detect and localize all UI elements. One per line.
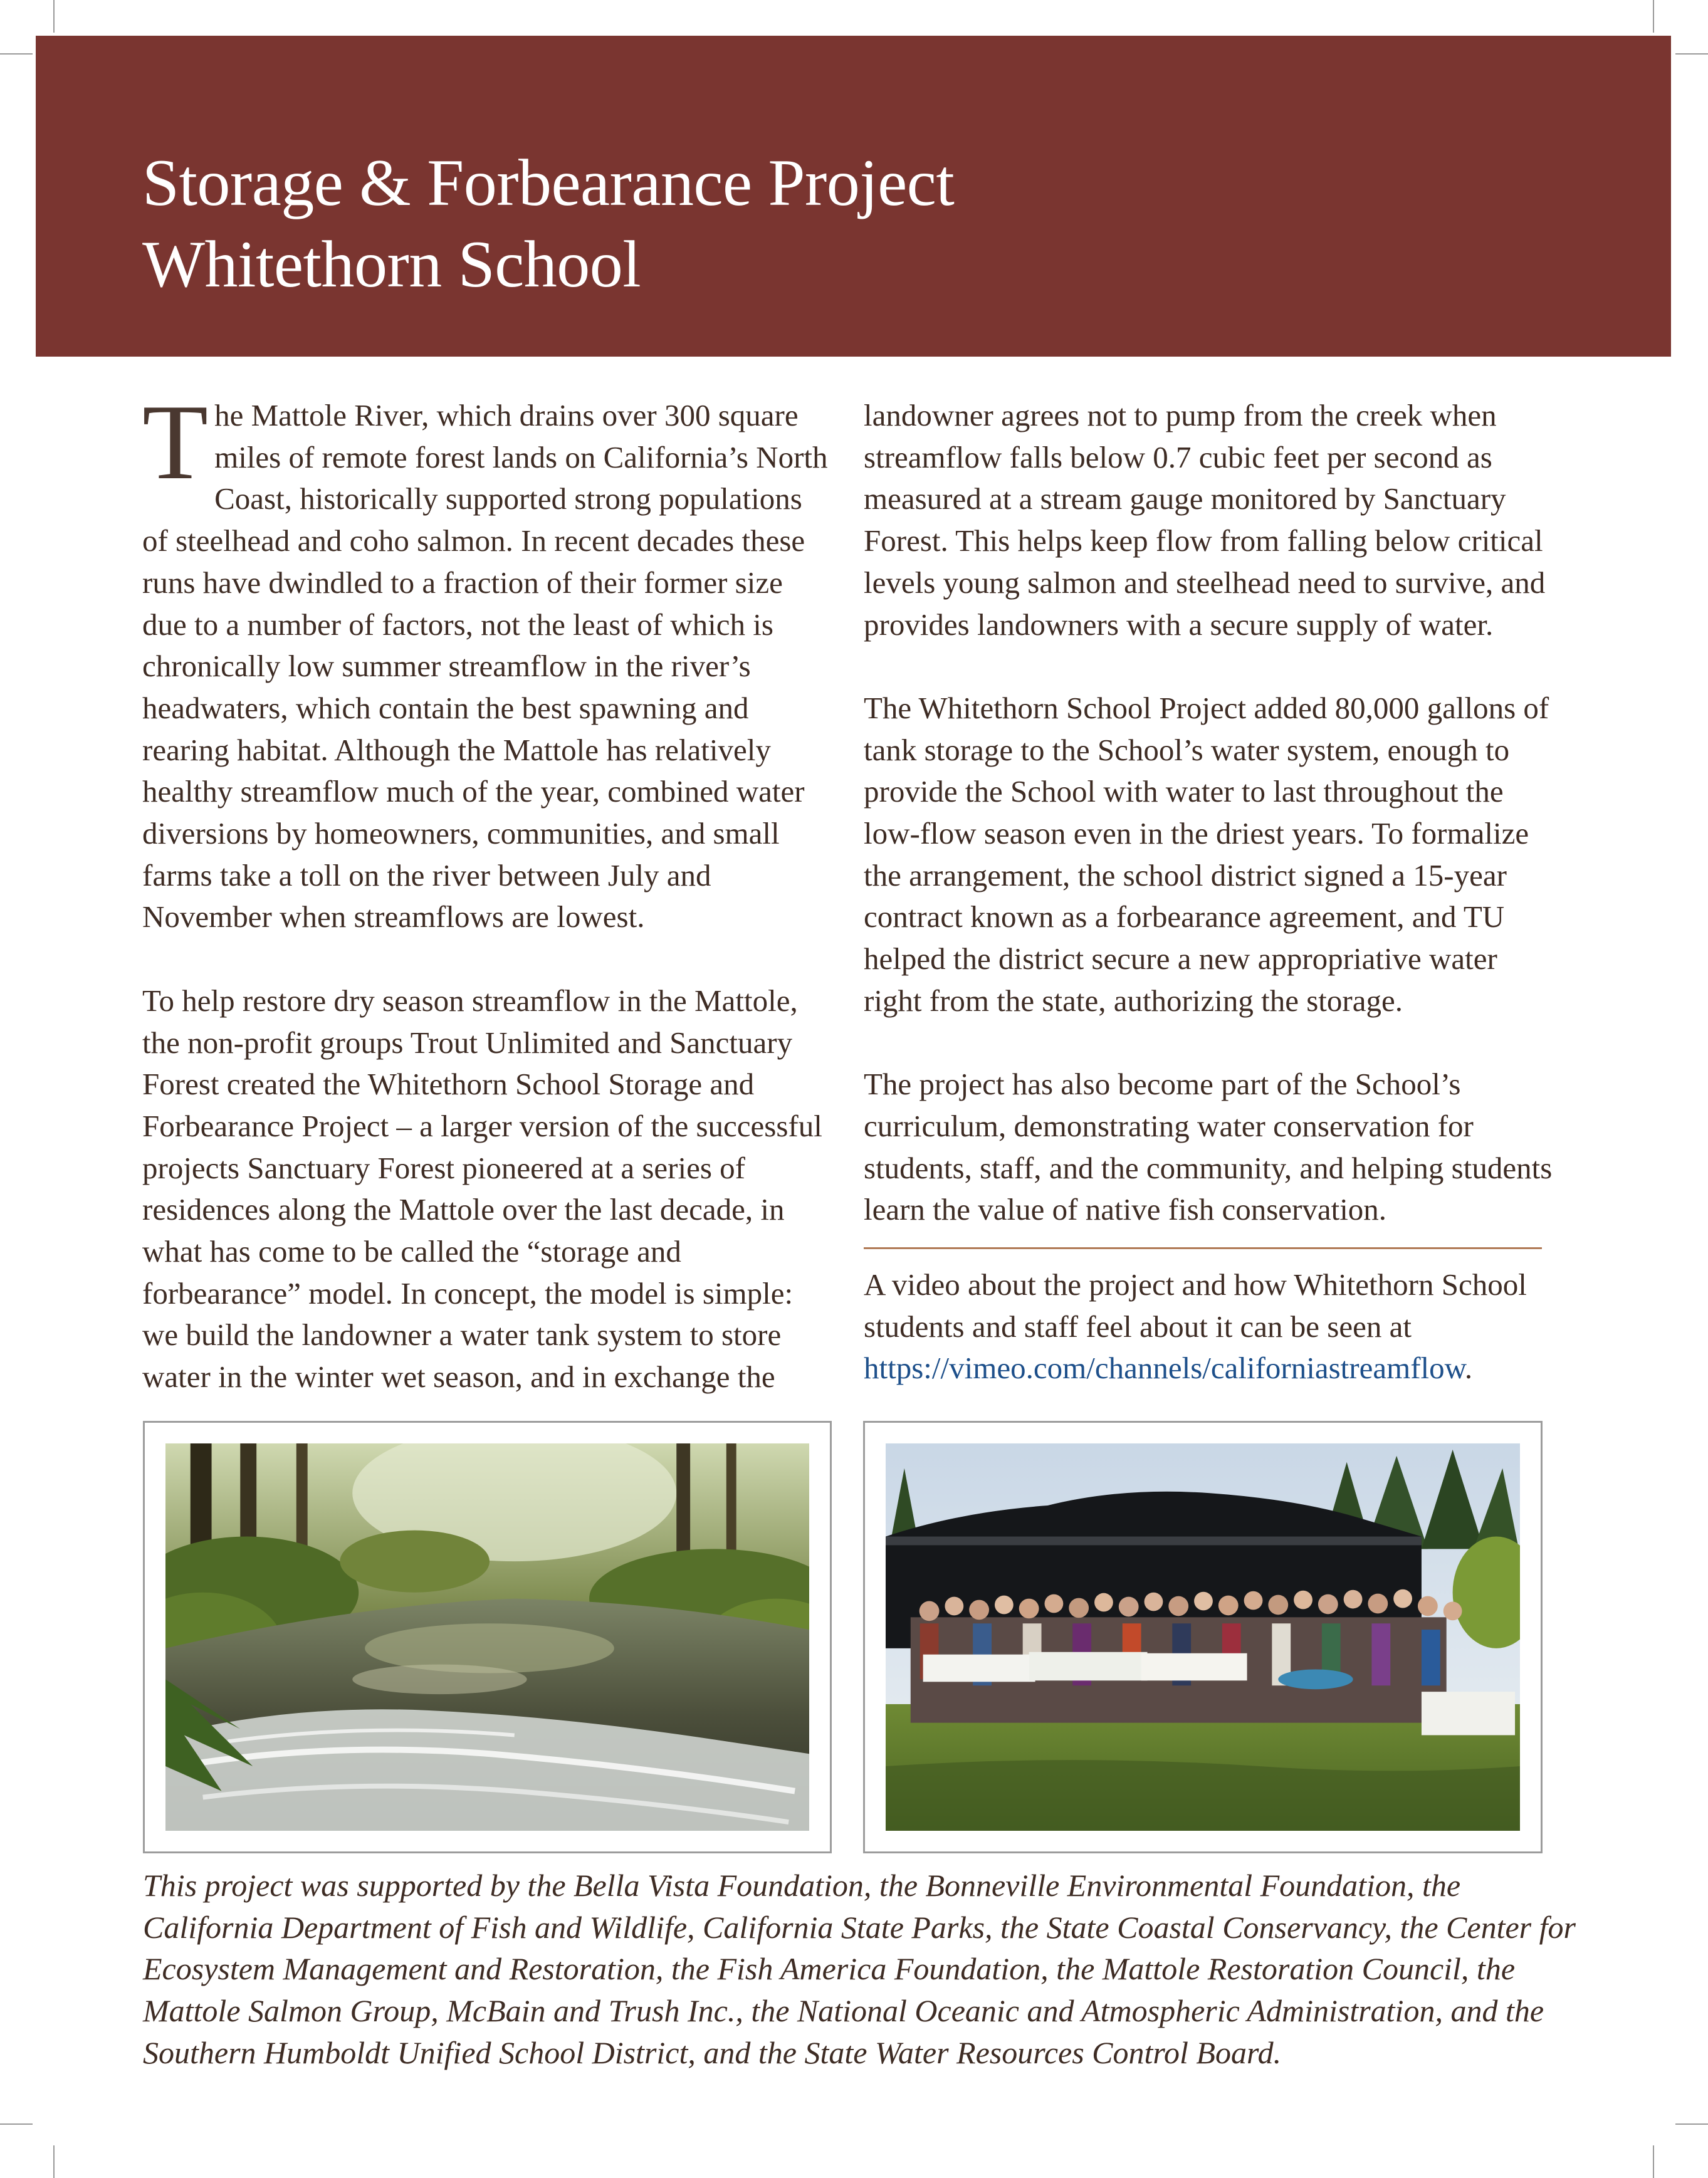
title-line-2: Whitethorn School: [142, 228, 641, 301]
school-group-photo: [886, 1443, 1520, 1831]
crop-mark-right-top: [1675, 53, 1708, 55]
river-photo: [165, 1443, 809, 1831]
paragraph-intro-text: he Mattole River, which drains over 300 square miles of remote forest lands on California’s North Coast, historically supported strong populations of steelhead and coho salmon. In recent decades these runs have dwindled to a fraction of their former size due to a number of factors, not the least of which is chronically low summer streamflow in the river’s headwaters, which contain the best spawning and rearing habitat. Although the Mattole has relatively healthy streamflow much of the year, combined water diversions by homeowners, communities, and small farms take a toll on the river between July and November when streamflows are lowest.: [142, 398, 828, 935]
video-link[interactable]: https://vimeo.com/channels/californiastreamflow: [864, 1351, 1465, 1386]
section-divider: [864, 1247, 1542, 1249]
title-line-1: Storage & Forbearance Project: [142, 146, 955, 219]
paragraph-landowner: landowner agrees not to pump from the creek when streamflow falls below 0.7 cubic feet per second as measured at a stream gauge monitored by Sanctuary Forest. This helps keep flow from falling below critical levels young salmon and steelhead need to survive, and provides landowners with a secure supply of water.: [864, 398, 1546, 642]
crop-mark-top-left: [53, 0, 55, 33]
crop-mark-left-top: [0, 53, 33, 55]
paragraph-restore: To help restore dry season streamflow in the Mattole, the non-profit groups Trout Unlimited and Sanctuary Forest created the Whitethorn School Storage and Forbearance Project – a larger version of the successful projects Sanctuary Forest pioneered at a series of residences along the Mattole over the last decade, in what has come to be called the “storage and forbearance” model. In concept, the model is simple: we build the landowner a water tank system to store water in the winter wet season, and in exchange the: [142, 983, 822, 1395]
crop-mark-right-bottom: [1675, 2123, 1708, 2125]
crop-mark-bottom-left: [53, 2145, 55, 2178]
article-column-left: [142, 383, 832, 1398]
video-text-end: .: [1464, 1351, 1473, 1386]
page-title: [142, 142, 954, 305]
article-column-right: [864, 395, 1553, 1390]
school-group-photo-frame: [863, 1421, 1543, 1853]
crop-mark-bottom-right: [1653, 2145, 1654, 2178]
paragraph-school-project: The Whitethorn School Project added 80,000 gallons of tank storage to the School’s water system, enough to provide the School with water to last throughout the low-flow season even in the driest years. To formalize the arrangement, the school district signed a 15-year contract known as a forbearance agreement, and TU helped the district secure a new appropriative water right from the state, authorizing the storage.: [864, 690, 1549, 1018]
crop-mark-top-right: [1653, 0, 1654, 33]
paragraph-curriculum: The project has also become part of the School’s curriculum, demonstrating water conservation for students, staff, and the community, and helping students learn the value of native fish conservation.: [864, 1067, 1553, 1227]
drop-cap: T: [142, 383, 209, 502]
crop-mark-left-bottom: [0, 2123, 33, 2125]
paragraph-intro: [142, 383, 832, 938]
funding-credits: This project was supported by the Bella Vista Foundation, the Bonneville Environmental Foundation, the California Department of Fish and Wildlife, California State Parks, the State Coastal Conservancy, the Center for Ecosystem Management and Restoration, the Fish America Foundation, the Mattole Restoration Council, the Mattole Salmon Group, McBain and Trush Inc., the National Oceanic and Atmospheric Administration, and the Southern Humboldt Unified School District, and the State Water Resources Control Board.: [143, 1868, 1576, 2070]
header-banner: [36, 36, 1671, 357]
river-photo-frame: [143, 1421, 832, 1853]
video-text: A video about the project and how Whitethorn School students and staff feel about it can be seen at: [864, 1267, 1527, 1344]
paragraph-video: [864, 1264, 1553, 1390]
